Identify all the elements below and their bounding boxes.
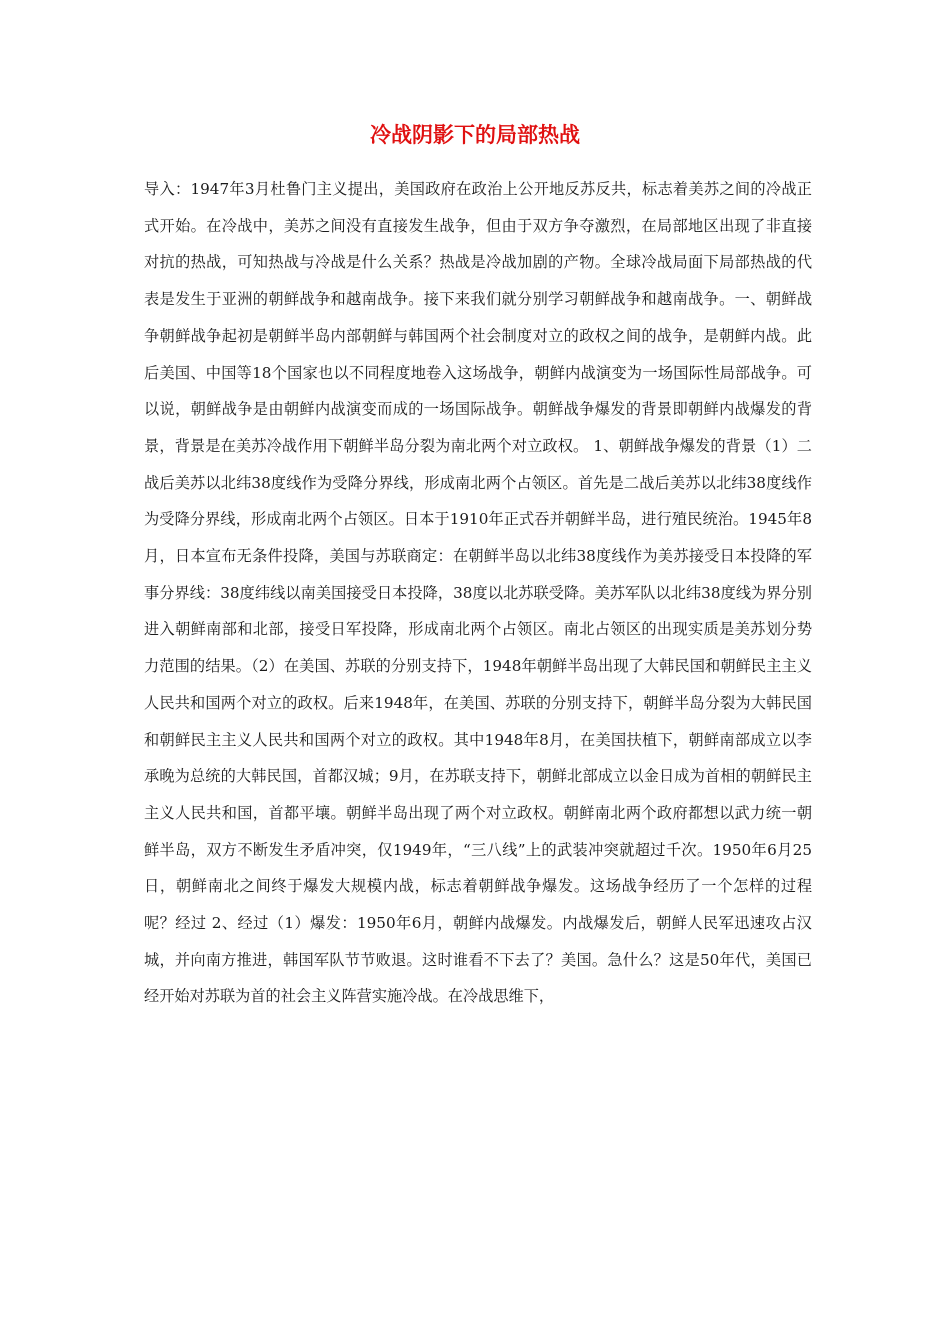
document-title: 冷战阴影下的局部热战 (370, 122, 580, 147)
document-body-paragraph: 导入：1947年3月杜鲁门主义提出，美国政府在政治上公开地反苏反共，标志着美苏之间的冷战正式开始。在冷战中，美苏之间没有直接发生战争，但由于双方争夺激烈，在局部地区出现了非直接对抗的热战，可知热战与冷战是什么关系？热战是冷战加剧的产物。全球冷战局面下局部热战的代表是发生于亚洲的朝鲜战争和越南战争。接下来我们就分别学习朝鲜战争和越南战争。一、朝鲜战争朝鲜战争起初是朝鲜半岛内部朝鲜与韩国两个社会制度对立的政权之间的战争，是朝鲜内战。此后美国、中国等18个国家也以不同程度地卷入这场战争，朝鲜内战演变为一场国际性局部战争。可以说，朝鲜战争是由朝鲜内战演变而成的一场国际战争。朝鲜战争爆发的背景即朝鲜内战爆发的背景，背景是在美苏冷战作用下朝鲜半岛分裂为南北两个对立政权。 1、朝鲜战争爆发的背景（1）二战后美苏以北纬38度线作为受降分界线，形成南北两个占领区。首先是二战后美苏以北纬38度线作为受降分界线，形成南北两个占领区。日本于1910年正式吞并朝鲜半岛，进行殖民统治。1945年8月，日本宣布无条件投降，美国与苏联商定：在朝鲜半岛以北纬38度线作为美苏接受日本投降的军事分界线：38度纬线以南美国接受日本投降，38度以北苏联受降。美苏军队以北纬38度线为界分别进入朝鲜南部和北部，接受日军投降，形成南北两个占领区。南北占领区的出现实质是美苏划分势力范围的结果。（2）在美国、苏联的分别支持下，1948年朝鲜半岛出现了大韩民国和朝鲜民主主义人民共和国两个对立的政权。后来1948年，在美国、苏联的分别支持下，朝鲜半岛分裂为大韩民国和朝鲜民主主义人民共和国两个对立的政权。其中1948年8月，在美国扶植下，朝鲜南部成立以李承晚为总统的大韩民国，首都汉城；9月，在苏联支持下，朝鲜北部成立以金日成为首相的朝鲜民主主义人民共和国，首都平壤。朝鲜半岛出现了两个对立政权。朝鲜南北两个政府都想以武力统一朝鲜半岛，双方不断发生矛盾冲突，仅1949年，“三八线”上的武装冲突就超过千次。1950年6月25日，朝鲜南北之间终于爆发大规模内战，标志着朝鲜战争爆发。这场战争经历了一个怎样的过程呢？经过 2、经过（1）爆发：1950年6月，朝鲜内战爆发。内战爆发后，朝鲜人民军迅速攻占汉城，并向南方推进，韩国军队节节败退。这时谁看不下去了？美国。急什么？这是50年代，美国已经开始对苏联为首的社会主义阵营实施冷战。在冷战思维下， (144, 180, 812, 1006)
